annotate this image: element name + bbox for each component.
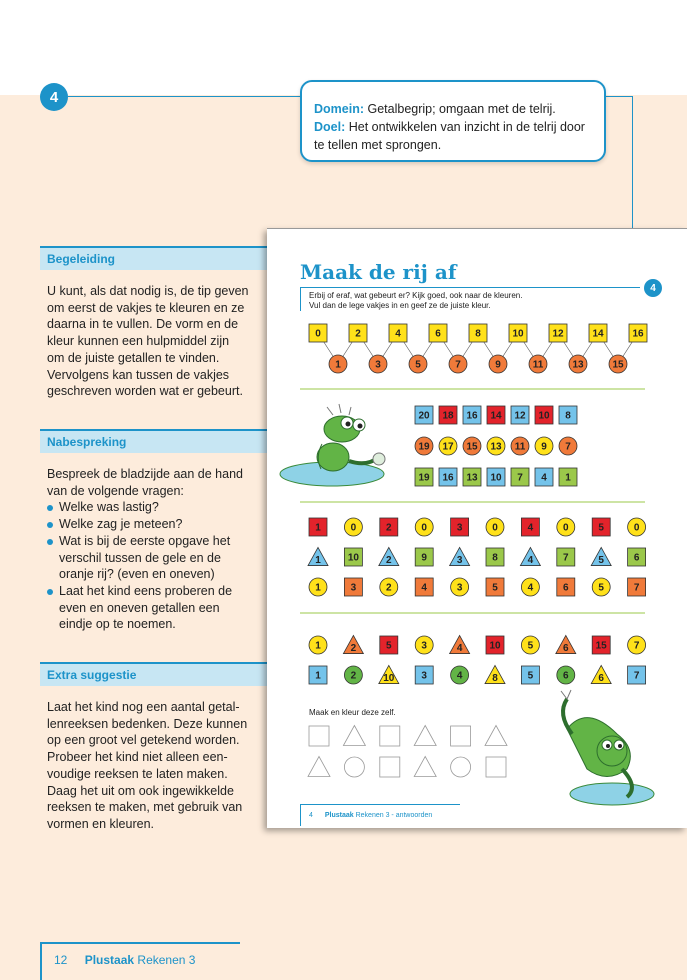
number-cell	[487, 437, 505, 455]
cell-number: 19	[418, 472, 430, 484]
number-cell	[414, 757, 436, 777]
question-line: Laat het kind eens proberen de	[59, 583, 233, 598]
number-cell	[557, 548, 575, 566]
number-cell	[344, 578, 362, 596]
number-cell	[415, 468, 433, 486]
number-cell	[379, 665, 399, 684]
text-line: daarna in te vullen. De vorm en de	[47, 317, 239, 332]
square-shape	[380, 726, 400, 746]
cell-number: 16	[442, 472, 454, 484]
number-cell	[349, 324, 367, 342]
nabespreking-text	[47, 466, 269, 633]
number-cell	[529, 355, 547, 373]
number-cell	[380, 636, 398, 654]
text-line: Daag het uit om ook ingewikkelde	[47, 783, 234, 798]
number-cell	[628, 518, 646, 536]
cell-number: 5	[527, 640, 534, 652]
cell-number: 12	[552, 328, 564, 340]
cell-number: 4	[456, 670, 463, 682]
header-rule-right	[606, 96, 633, 97]
cell-number: 0	[350, 522, 357, 534]
number-cell	[521, 666, 539, 684]
cell-number: 13	[490, 441, 502, 453]
cell-number: 13	[466, 472, 478, 484]
number-cell	[429, 324, 447, 342]
number-cell	[521, 518, 539, 536]
number-cell	[511, 468, 529, 486]
worksheet-title: Maak de rij af	[300, 260, 457, 284]
number-cell	[463, 406, 481, 424]
cell-number: 6	[633, 552, 640, 564]
triangle-shape	[414, 726, 436, 746]
number-cell	[591, 665, 611, 684]
number-cell	[509, 324, 527, 342]
cell-number: 4	[456, 643, 463, 654]
cell-number: 10	[512, 328, 524, 340]
cell-number: 7	[633, 640, 640, 652]
number-cell	[415, 518, 433, 536]
number-cell	[486, 757, 506, 777]
text-line: Probeer het kind niet alleen een-	[47, 750, 228, 765]
cell-number: 7	[633, 670, 640, 682]
make-yourself-label: Maak en kleur deze zelf.	[309, 708, 396, 717]
frog-illustration-top	[280, 404, 385, 486]
question-item	[47, 499, 269, 516]
cell-number: 20	[418, 410, 430, 422]
cell-number: 3	[350, 582, 357, 594]
footer-title: Rekenen 3	[137, 953, 196, 967]
question-line: Wat is bij de eerste opgave het	[59, 533, 231, 548]
text-line: om eerst de vakjes te kleuren en ze	[47, 300, 245, 315]
text-line: lenreeksen bedenken. Deze kunnen	[47, 716, 248, 731]
cell-number: 11	[532, 359, 544, 371]
number-cell	[415, 666, 433, 684]
cell-number: 5	[492, 582, 498, 594]
number-cell	[535, 468, 553, 486]
text-line: op een groot vel getekend worden.	[47, 733, 240, 748]
cell-number: 8	[492, 552, 498, 564]
page-footer	[40, 942, 240, 980]
cell-number: 16	[466, 410, 478, 422]
number-cell	[449, 355, 467, 373]
number-cell	[439, 406, 457, 424]
goal-text: Het ontwikkelen van inzicht in de telrij door	[348, 120, 585, 134]
cell-number: 0	[633, 522, 640, 534]
number-cell	[344, 757, 364, 777]
number-cell	[486, 636, 504, 654]
worksheet-exercises	[267, 229, 687, 829]
number-cell	[511, 406, 529, 424]
text-line: Bespreek de bladzijde aan de hand	[47, 467, 243, 481]
number-cell	[415, 548, 433, 566]
number-cell	[344, 548, 362, 566]
number-cell	[591, 547, 611, 566]
cell-number: 14	[592, 328, 604, 340]
text-line: U kunt, als dat nodig is, de tip geven	[47, 284, 249, 298]
number-cell	[559, 437, 577, 455]
question-item	[47, 533, 269, 583]
text-line: reeksen te maken, met gebruik van	[47, 800, 243, 815]
number-cell	[629, 324, 647, 342]
number-cell	[559, 468, 577, 486]
number-cell	[628, 666, 646, 684]
cell-number: 8	[492, 673, 498, 684]
cell-number: 8	[475, 328, 481, 340]
worksheet-footer-rest: Rekenen 3 - antwoorden	[355, 812, 433, 819]
question-line: Welke zag je meteen?	[59, 517, 183, 532]
square-shape	[486, 757, 506, 777]
number-cell	[380, 757, 400, 777]
cell-number: 10	[347, 552, 359, 564]
number-cell	[535, 437, 553, 455]
number-cell	[309, 578, 327, 596]
number-cell	[451, 518, 469, 536]
cell-number: 9	[541, 441, 547, 453]
number-cell	[369, 355, 387, 373]
number-cell	[486, 518, 504, 536]
number-cell	[485, 665, 505, 684]
cell-number: 11	[514, 441, 526, 453]
number-cell	[379, 547, 399, 566]
number-cell	[344, 666, 362, 684]
number-cell	[463, 437, 481, 455]
domain-text: Getalbegrip; omgaan met de telrij.	[367, 102, 556, 116]
number-cell	[628, 578, 646, 596]
cell-number: 6	[598, 673, 604, 684]
number-cell	[309, 636, 327, 654]
text-line: voudige reeksen te laten maken.	[47, 766, 228, 781]
number-cell	[469, 324, 487, 342]
cell-number: 15	[466, 441, 478, 453]
cell-number: 2	[386, 522, 392, 534]
number-cell	[343, 635, 363, 654]
cell-number: 1	[315, 522, 321, 534]
cell-number: 6	[563, 643, 569, 654]
cell-number: 5	[598, 555, 604, 566]
number-cell	[486, 548, 504, 566]
page-number: 12	[54, 953, 68, 967]
number-cell	[439, 468, 457, 486]
worksheet-footer-page: 4	[309, 812, 313, 819]
number-cell	[592, 636, 610, 654]
triangle-shape	[343, 726, 365, 746]
cell-number: 15	[612, 359, 624, 371]
cell-number: 7	[633, 582, 640, 594]
number-cell	[489, 355, 507, 373]
number-cell	[308, 547, 328, 566]
number-cell	[592, 518, 610, 536]
number-cell	[450, 635, 470, 654]
cell-number: 1	[565, 472, 571, 484]
text-line: kleur kunnen een hulpmiddel zijn	[47, 334, 230, 349]
question-line: even en oneven getallen een	[59, 600, 220, 615]
number-cell	[521, 636, 539, 654]
number-cell	[559, 406, 577, 424]
cell-number: 2	[355, 328, 361, 340]
cell-number: 0	[421, 522, 427, 534]
number-cell	[415, 406, 433, 424]
cell-number: 5	[527, 670, 534, 682]
number-cell	[557, 578, 575, 596]
number-cell	[415, 578, 433, 596]
number-cell	[569, 355, 587, 373]
cell-number: 1	[315, 670, 321, 682]
frog-illustration-bottom	[561, 690, 654, 805]
number-cell	[409, 355, 427, 373]
cell-number: 19	[418, 441, 430, 453]
header-rule	[68, 96, 300, 97]
domain-goal-box	[300, 80, 606, 162]
cell-number: 0	[492, 522, 498, 534]
cell-number: 6	[563, 670, 569, 682]
number-cell	[380, 518, 398, 536]
cell-number: 3	[421, 670, 427, 682]
text-line: Vervolgens kan tussen de vakjes	[47, 367, 230, 382]
square-shape	[309, 726, 329, 746]
triangle-shape	[308, 757, 330, 777]
cell-number: 10	[489, 640, 501, 652]
cell-number: 7	[455, 359, 461, 371]
number-cell	[380, 578, 398, 596]
number-cell	[415, 437, 433, 455]
number-cell	[511, 437, 529, 455]
number-cell	[344, 518, 362, 536]
cell-number: 0	[315, 328, 321, 340]
cell-number: 4	[421, 582, 427, 594]
circle-shape	[451, 757, 471, 777]
number-cell	[592, 578, 610, 596]
number-cell	[549, 324, 567, 342]
goal-label: Doel:	[314, 120, 346, 134]
number-cell	[556, 635, 576, 654]
number-cell	[520, 547, 540, 566]
question-item	[47, 516, 269, 533]
section-heading-extra: Extra suggestie	[40, 662, 268, 686]
cell-number: 4	[527, 582, 534, 594]
question-line: eindje op te noemen.	[59, 617, 176, 632]
text-line: Laat het kind nog een aantal getal-	[47, 700, 240, 714]
number-cell	[380, 726, 400, 746]
extra-text	[47, 699, 269, 833]
worksheet-footer-brand: Plustaak	[324, 812, 354, 819]
triangle-shape	[485, 726, 507, 746]
cell-number: 3	[456, 555, 463, 566]
number-cell	[487, 468, 505, 486]
number-cell	[343, 726, 365, 746]
text-line: geschreven worden wat er gebeurt.	[47, 384, 243, 399]
cell-number: 13	[572, 359, 584, 371]
number-cell	[451, 757, 471, 777]
cell-number: 10	[538, 410, 550, 422]
cell-number: 4	[541, 472, 547, 484]
header-rule-vertical	[632, 96, 633, 230]
square-shape	[380, 757, 400, 777]
cell-number: 5	[386, 640, 392, 652]
number-cell	[451, 578, 469, 596]
number-cell	[628, 636, 646, 654]
worksheet-number-badge: 4	[644, 279, 662, 297]
lesson-number-badge: 4	[40, 83, 68, 111]
cell-number: 1	[335, 359, 341, 371]
cell-number: 10	[490, 472, 502, 484]
cell-number: 7	[517, 472, 523, 484]
worksheet-footer	[300, 804, 460, 826]
cell-number: 4	[527, 522, 534, 534]
cell-number: 7	[563, 552, 569, 564]
number-cell	[628, 548, 646, 566]
cell-number: 16	[632, 328, 644, 340]
question-item	[47, 583, 269, 633]
number-cell	[487, 406, 505, 424]
question-line: Welke was lastig?	[59, 500, 159, 515]
cell-number: 18	[442, 410, 454, 422]
number-cell	[463, 468, 481, 486]
number-cell	[535, 406, 553, 424]
text-line: om de juiste getallen te vinden.	[47, 350, 220, 365]
cell-number: 14	[490, 410, 502, 422]
question-line: verschil tussen de gele en de	[59, 550, 221, 565]
section-heading-nabespreking: Nabespreking	[40, 429, 268, 453]
number-cell	[308, 757, 330, 777]
begeleiding-text	[47, 283, 269, 400]
cell-number: 2	[350, 670, 357, 682]
cell-number: 15	[595, 640, 607, 652]
cell-number: 0	[563, 522, 569, 534]
number-cell	[521, 578, 539, 596]
number-cell	[439, 437, 457, 455]
footer-brand: Plustaak	[84, 953, 135, 967]
section-heading-begeleiding: Begeleiding	[40, 246, 268, 270]
number-cell	[329, 355, 347, 373]
number-cell	[589, 324, 607, 342]
cell-number: 10	[383, 673, 395, 684]
cell-number: 3	[456, 522, 463, 534]
number-cell	[557, 666, 575, 684]
number-cell	[309, 324, 327, 342]
cell-number: 3	[375, 359, 381, 371]
number-cell	[309, 518, 327, 536]
instruction-line-2: Vul dan de lege vakjes in en geef ze de juiste kleur.	[309, 301, 491, 310]
number-cell	[486, 578, 504, 596]
cell-number: 9	[495, 359, 501, 371]
cell-number: 5	[415, 359, 421, 371]
number-cell	[609, 355, 627, 373]
cell-number: 6	[435, 328, 441, 340]
cell-number: 2	[386, 582, 392, 594]
triangle-shape	[414, 757, 436, 777]
domain-label: Domein:	[314, 102, 364, 116]
question-line: oranje rij? (even en oneven)	[59, 567, 215, 582]
cell-number: 2	[350, 643, 357, 654]
cell-number: 4	[395, 328, 401, 340]
cell-number: 12	[514, 410, 526, 422]
text-line: van de volgende vragen:	[47, 483, 184, 498]
cell-number: 1	[315, 582, 321, 594]
cell-number: 3	[421, 640, 427, 652]
cell-number: 7	[565, 441, 571, 453]
number-cell	[309, 666, 327, 684]
number-cell	[389, 324, 407, 342]
number-cell	[450, 547, 470, 566]
text-line: vormen en kleuren.	[47, 816, 155, 831]
square-shape	[451, 726, 471, 746]
goal-text-continued: te tellen met sprongen.	[314, 138, 442, 152]
cell-number: 1	[315, 640, 321, 652]
number-cell	[451, 666, 469, 684]
cell-number: 2	[386, 555, 392, 566]
question-list	[47, 499, 269, 633]
number-cell	[415, 636, 433, 654]
cell-number: 8	[565, 410, 571, 422]
cell-number: 4	[527, 555, 534, 566]
circle-shape	[344, 757, 364, 777]
instruction-line-1: Erbij of eraf, wat gebeurt er? Kijk goed, ook naar de kleuren.	[309, 291, 523, 300]
number-cell	[309, 726, 329, 746]
cell-number: 5	[598, 522, 604, 534]
number-cell	[557, 518, 575, 536]
cell-number: 1	[315, 555, 321, 566]
number-cell	[485, 726, 507, 746]
cell-number: 9	[421, 552, 427, 564]
cell-number: 17	[442, 441, 454, 453]
cell-number: 5	[598, 582, 604, 594]
cell-number: 6	[563, 582, 569, 594]
number-cell	[451, 726, 471, 746]
cell-number: 3	[456, 582, 463, 594]
number-cell	[414, 726, 436, 746]
worksheet-page	[267, 228, 687, 828]
